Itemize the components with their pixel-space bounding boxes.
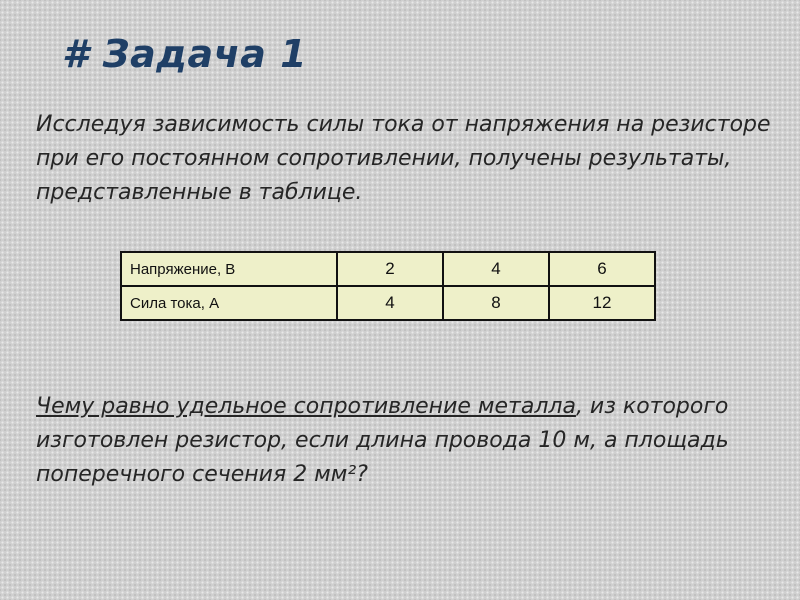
table-cell: 6 xyxy=(549,252,655,286)
question-lead: Чему равно удельное сопротивление металла xyxy=(36,394,576,419)
question-text xyxy=(36,390,776,492)
table-cell: 2 xyxy=(337,252,443,286)
question-rest: , из которого изготовлен резистор, если длина провода 10 м, а площадь поперечного сечения 2 мм²? xyxy=(36,394,729,487)
row-header-voltage: Напряжение, В xyxy=(121,252,337,286)
table-cell: 12 xyxy=(549,286,655,320)
table-cell: 8 xyxy=(443,286,549,320)
table-cell: 4 xyxy=(443,252,549,286)
table-row xyxy=(121,286,655,320)
table-row xyxy=(121,252,655,286)
problem-statement: Исследуя зависимость силы тока от напряжения на резисторе при его постоянном сопротивлении, получены результаты, представленные в таблице. xyxy=(36,112,771,205)
table-cell: 4 xyxy=(337,286,443,320)
row-header-current: Сила тока, А xyxy=(121,286,337,320)
slide-title: # Задача 1 xyxy=(62,32,308,76)
measurements-table xyxy=(120,251,656,321)
